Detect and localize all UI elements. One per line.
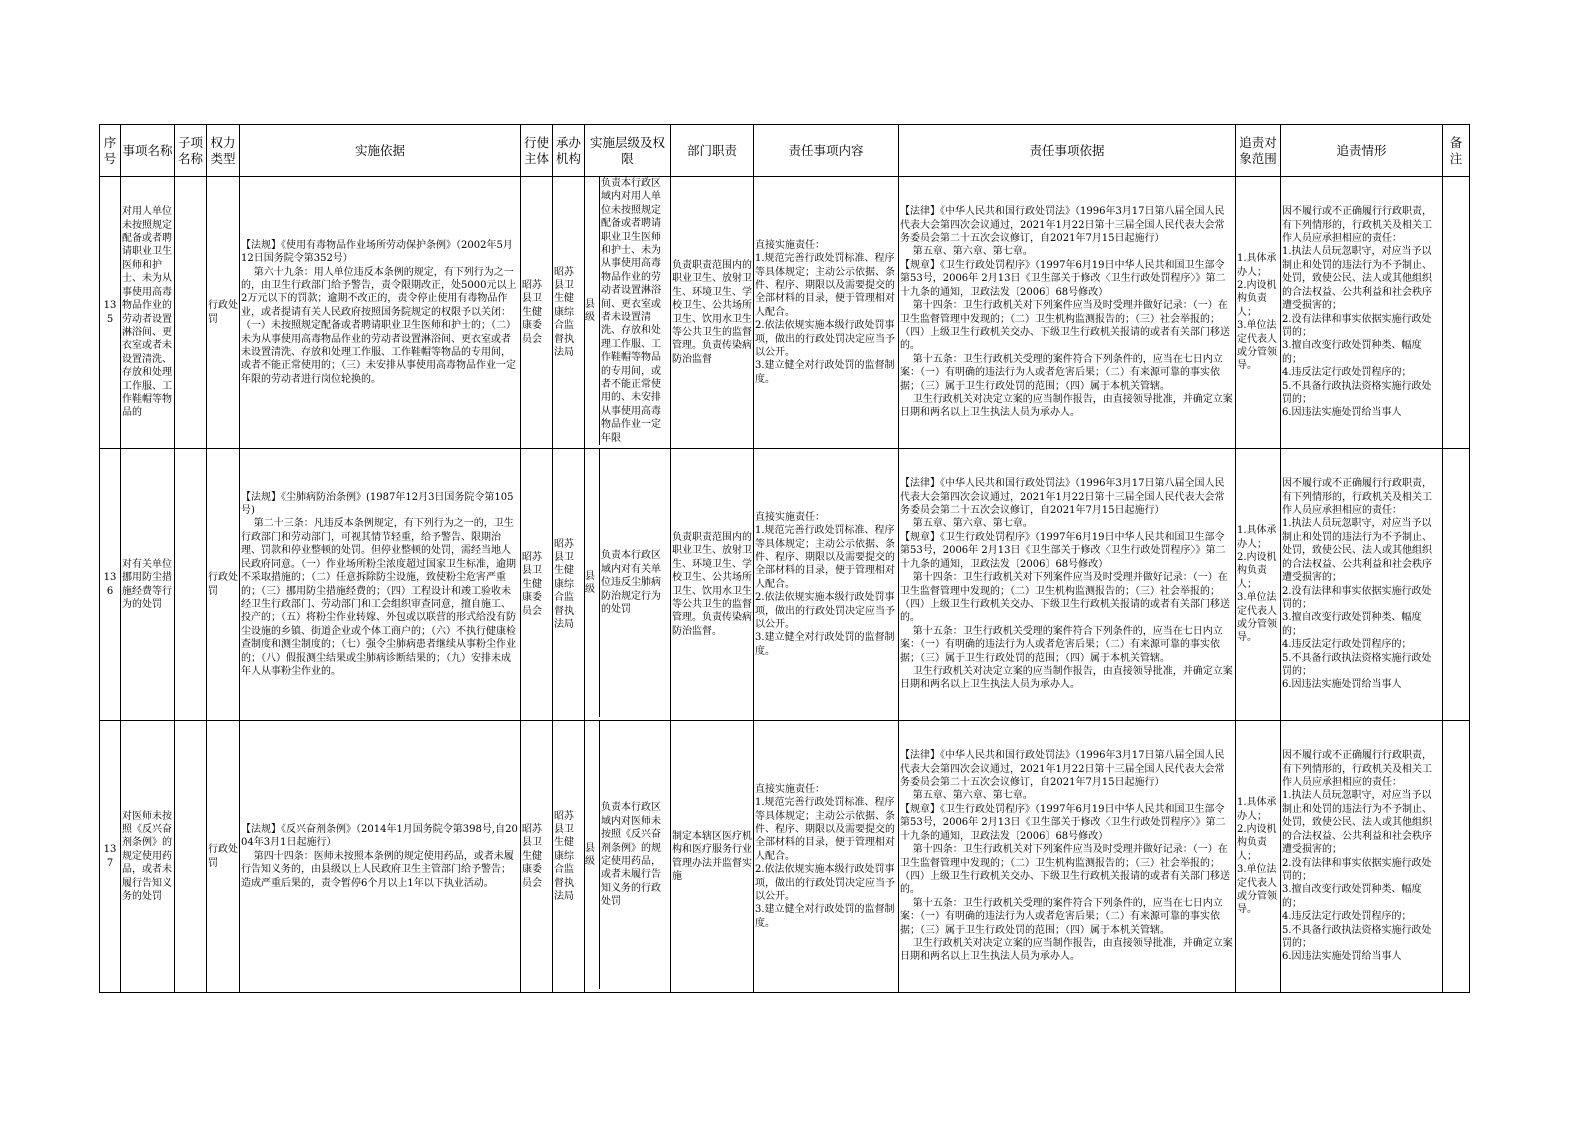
level: 县级 <box>585 449 600 717</box>
header-cell: 承办机构 <box>553 125 585 177</box>
responsibility-content: 直接实施责任： 1.规范完善行政处罚标准、程序等具体规定；主动公示依据、条件、程序、期限以及需要提交的全部材料的目录，便于管理相对人配合。 2.依法依规实施本级行政处罚事项，做出的行政处罚决定应当予以公开。 3.建立健全对行政处罚的监督制度。 <box>755 511 895 657</box>
handling-agency: 昭苏县卫生健康综合监督执法局 <box>554 810 574 903</box>
executing-subject: 昭苏县卫生健康委员会 <box>522 279 542 345</box>
item-name: 对医师未按照《反兴奋剂条例》的规定使用药品，或者未履行告知义务的处罚 <box>122 810 172 903</box>
duty-cell <box>671 721 754 993</box>
legal-cell <box>899 721 1236 993</box>
table-row <box>100 721 1470 993</box>
department-duty: 制定本辖区医疗机构和医疗服务行业管理办法并监督实施 <box>672 830 752 882</box>
row-number: 137 <box>103 844 117 869</box>
responsibility-basis: 【法律】《中华人民共和国行政处罚法》（1996年3月17日第八届全国人民代表大会第四次会议通过，2021年1月22日第十三届全国人民代表大会常务委员会第二十五次会议修订，自2021年7月15日起施行） 第五章、第六章、第七章。 【规章】《卫生行政处罚程序》（1997年6月19日中华人民共和国卫生部令第53号，2006年 2月13日《卫生部关于修改〈卫生行政处罚程序〉》第二十九条的通知，卫政法发〔2006〕68号修改） 第十四条：卫生行政机关对下列案件应当及时受理并做好记录：（一）在卫生监督管理中发现的；（二）卫生机构监测报告的；（三）社会举报的；（四）上级卫生行政机关交办、下级卫生行政机关报请的或者有关部门移送的。 第十五条：卫生行政机关受理的案件符合下列条件的，应当在七日内立案：（一）有明确的违法行为人或者危害后果；（二）有来源可靠的事实依据；（三）属于卫生行政处罚的范围；（四）属于本机关管辖。 卫生行政机关对决定立案的应当制作报告，由直接领导批准，并确定立案日期和两名以上卫生执法人员为承办人。 <box>900 750 1233 963</box>
implementation-basis: 【法规】《使用有毒物品作业场所劳动保护条例》（2002年5月12日国务院令第352号） 第六十九条：用人单位违反本条例的规定，有下列行为之一的，由卫生行政部门给予警告，责令限期改正，处5000元以上2万元以下的罚款；逾期不改正的，责令停止使用有毒物品作业，或者提请有关人民政府按照国务院规定的权限予以关闭：（一）未按照规定配备或者聘请职业卫生医师和护士的；（二）未为从事使用高毒物品作业的劳动者设置淋浴间、更衣室或者未设置清洗、存放和处理工作服、工作鞋帽等物品的专用间，或者不能正常使用的；（三）未安排从事使用高毒物品作业一定年限的劳动者进行岗位轮换的。 <box>241 239 517 385</box>
basis-cell <box>240 721 521 993</box>
responsibility-basis: 【法律】《中华人民共和国行政处罚法》（1996年3月17日第八届全国人民代表大会第四次会议通过，2021年1月22日第十三届全国人民代表大会常务委员会第二十五次会议修订，自2021年7月15日起施行） 第五章、第六章、第七章。 【规章】《卫生行政处罚程序》（1997年6月19日中华人民共和国卫生部令第53号，2006年 2月13日《卫生部关于修改〈卫生行政处罚程序〉》第二十九条的通知，卫政法发〔2006〕68号修改） 第十四条：卫生行政机关对下列案件应当及时受理并做好记录：（一）在卫生监督管理中发现的；（二）卫生机构监测报告的；（三）社会举报的；（四）上级卫生行政机关交办、下级卫生行政机关报请的或者有关部门移送的。 第十五条：卫生行政机关受理的案件符合下列条件的，应当在七日内立案：（一）有明确的违法行为人或者危害后果；（二）有来源可靠的事实依据；（三）属于卫生行政处罚的范围；（四）属于本机关管辖。 卫生行政机关对决定立案的应当制作报告，由直接领导批准，并确定立案日期和两名以上卫生执法人员为承办人。 <box>900 206 1233 419</box>
power-type: 行政处罚 <box>208 572 238 597</box>
situation-cell <box>1281 177 1443 449</box>
target-cell <box>1236 721 1281 993</box>
item-name: 对有关单位挪用防尘措施经费等行为的处罚 <box>122 558 172 610</box>
item-name-cell <box>121 721 175 993</box>
level: 县级 <box>585 177 600 445</box>
note-cell <box>1443 721 1470 993</box>
responsibility-content: 直接实施责任： 1.规范完善行政处罚标准、程序等具体规定；主动公示依据、条件、程序、期限以及需要提交的全部材料的目录，便于管理相对人配合。 2.依法依规实施本级行政处罚事项，做出的行政处罚决定应当予以公开。 3.建立健全对行政处罚的监督制度。 <box>755 239 895 385</box>
duty-cell <box>671 177 754 449</box>
content-cell <box>754 449 899 721</box>
level-scope-cell <box>585 721 671 993</box>
agency-cell <box>553 721 585 993</box>
subject-cell <box>521 177 553 449</box>
responsibility-basis: 【法律】《中华人民共和国行政处罚法》（1996年3月17日第八届全国人民代表大会第四次会议通过，2021年1月22日第十三届全国人民代表大会常务委员会第二十五次会议修订，自2021年7月15日起施行） 第五章、第六章、第七章。 【规章】《卫生行政处罚程序》（1997年6月19日中华人民共和国卫生部令第53号，2006年 2月13日《卫生部关于修改〈卫生行政处罚程序〉》第二十九条的通知，卫政法发〔2006〕68号修改） 第十四条：卫生行政机关对下列案件应当及时受理并做好记录：（一）在卫生监督管理中发现的；（二）卫生机构监测报告的；（三）社会举报的；（四）上级卫生行政机关交办、下级卫生行政机关报请的或者有关部门移送的。 第十五条：卫生行政机关受理的案件符合下列条件的，应当在七日内立案：（一）有明确的违法行为人或者危害后果；（二）有来源可靠的事实依据；（三）属于卫生行政处罚的范围；（四）属于本机关管辖。 卫生行政机关对决定立案的应当制作报告，由直接领导批准，并确定立案日期和两名以上卫生执法人员为承办人。 <box>900 478 1233 691</box>
target-cell <box>1236 449 1281 721</box>
handling-agency: 昭苏县卫生健康综合监督执法局 <box>554 538 574 631</box>
handling-agency: 昭苏县卫生健康综合监督执法局 <box>554 266 574 359</box>
scope: 负责本行政区域内对有关单位违反尘肺病防治规定行为的处罚 <box>601 550 661 616</box>
header-cell: 备注 <box>1443 125 1470 177</box>
header-cell: 部门职责 <box>671 125 754 177</box>
agency-cell <box>553 449 585 721</box>
header-cell: 序号 <box>100 125 121 177</box>
header-cell: 实施依据 <box>240 125 521 177</box>
power-type: 行政处罚 <box>208 300 238 325</box>
content-cell <box>754 721 899 993</box>
content-cell <box>754 177 899 449</box>
implementation-basis: 【法规】《反兴奋剂条例》（2014年1月国务院令第398号,自2004年3月1日起施行） 第四十四条：医师未按照本条例的规定使用药品，或者未履行告知义务的，由县级以上人民政府卫生主管部门给予警告；造成严重后果的，责令暂停6个月以上1年以下执业活动。 <box>241 823 518 889</box>
department-duty: 负责职责范围内的职业卫生、放射卫生、环境卫生、学校卫生、公共场所卫生、饮用水卫生等公共卫生的监督管理。负责传染病防治监督 <box>672 259 752 365</box>
accountability-table <box>99 124 1470 993</box>
item-name-cell <box>121 177 175 449</box>
agency-cell <box>553 177 585 449</box>
header-cell: 责任事项依据 <box>899 125 1236 177</box>
row-number-cell <box>100 721 121 993</box>
subitem-cell <box>175 721 207 993</box>
subitem-cell <box>175 449 207 721</box>
department-duty: 负责职责范围内的职业卫生、放射卫生、环境卫生、学校卫生、公共场所卫生、饮用水卫生等公共卫生的监督管理。负责传染病防治监督。 <box>672 531 752 637</box>
power-type-cell <box>207 721 240 993</box>
scope: 负责本行政区域内对医师未按照《反兴奋剂条例》的规定使用药品，或者未履行告知义务的行政处罚 <box>601 802 661 908</box>
accountability-target: 1.具体承办人； 2.内设机构负责人； 3.单位法定代表人或分管领导。 <box>1237 253 1277 372</box>
header-cell: 追责情形 <box>1281 125 1443 177</box>
executing-subject: 昭苏县卫生健康委员会 <box>522 823 542 889</box>
accountability-situation: 因不履行或不正确履行行政职责，有下列情形的，行政机关及相关工作人员应承担相应的责任： 1.执法人员玩忽职守，对应当予以制止和处罚的违法行为不予制止、处罚，致使公民、法人或其他组织的合法权益、公共利益和社会秩序遭受损害的； 2.没有法律和事实依据实施行政处罚的； 3.擅自改变行政处罚种类、幅度的； 4.违反法定行政处罚程序的； 5.不具备行政执法资格实施行政处罚的； 6.因违法实施处罚给当事人 <box>1282 750 1432 963</box>
accountability-target: 1.具体承办人； 2.内设机构负责人； 3.单位法定代表人或分管领导。 <box>1237 797 1277 916</box>
situation-cell <box>1281 721 1443 993</box>
responsibility-content: 直接实施责任： 1.规范完善行政处罚标准、程序等具体规定；主动公示依据、条件、程序、期限以及需要提交的全部材料的目录，便于管理相对人配合。 2.依法依规实施本级行政处罚事项，做出的行政处罚决定应当予以公开。 3.建立健全对行政处罚的监督制度。 <box>755 783 895 929</box>
note-cell <box>1443 449 1470 721</box>
header-cell: 子项名称 <box>175 125 207 177</box>
power-type: 行政处罚 <box>208 844 238 869</box>
level-scope-cell <box>585 177 671 449</box>
duty-cell <box>671 449 754 721</box>
scope: 负责本行政区域内对用人单位未按照规定配备或者聘请职业卫生医师和护士、未为从事使用高毒物品作业的劳动者设置淋浴间、更衣室或者未设置清洗、存放和处理工作服、工作鞋帽等物品的专用间，或者不能正常使用的、未安排从事使用高毒物品作业一定年限 <box>601 177 661 444</box>
basis-cell <box>240 177 521 449</box>
header-cell: 权力类型 <box>207 125 240 177</box>
table-row <box>100 449 1470 721</box>
header-cell: 责任事项内容 <box>754 125 899 177</box>
legal-cell <box>899 449 1236 721</box>
header-row <box>100 125 1470 177</box>
implementation-basis: 【法规】《尘肺病防治条例》(1987年12月3日国务院令第105号) 第二十三条：凡违反本条例规定，有下列行为之一的，卫生行政部门和劳动部门，可视其情节轻重，给予警告、限期治理、罚款和停业整顿的处罚。但停业整顿的处罚，需经当地人民政府同意。（一）作业场所粉尘浓度超过国家卫生标准，逾期不采取措施的；（二）任意拆除防尘设施，致使粉尘危害严重的；（三）挪用防尘措施经费的；（四）工程设计和竣工验收未经卫生行政部门、劳动部门和工会组织审查同意，擅自施工、投产的；（五）将粉尘作业转嫁、外包或以联营的形式给没有防尘设施的乡镇、街道企业或个体工商户的；（六）不执行健康检查制度和测尘制度的；（七）强令尘肺病患者继续从事粉尘作业的；（八）假报测尘结果或尘肺病诊断结果的；（九）安排未成年人从事粉尘作业的。 <box>241 491 516 677</box>
level: 县级 <box>585 721 600 989</box>
target-cell <box>1236 177 1281 449</box>
header-cell: 事项名称 <box>121 125 175 177</box>
row-number: 135 <box>103 300 117 325</box>
item-name: 对用人单位未按照规定配备或者聘请职业卫生医师和护士、未为从事使用高毒物品作业的劳动者设置淋浴间、更衣室或者未设置清洗、存放和处理工作服、工作鞋帽等物品的 <box>122 206 172 419</box>
legal-cell <box>899 177 1236 449</box>
item-name-cell <box>121 449 175 721</box>
executing-subject: 昭苏县卫生健康委员会 <box>522 551 542 617</box>
subject-cell <box>521 721 553 993</box>
header-cell: 实施层级及权限 <box>585 125 671 177</box>
row-number-cell <box>100 449 121 721</box>
basis-cell <box>240 449 521 721</box>
header-cell: 行使主体 <box>521 125 553 177</box>
header-cell: 追责对象范围 <box>1236 125 1281 177</box>
situation-cell <box>1281 449 1443 721</box>
subitem-cell <box>175 177 207 449</box>
level-scope-cell <box>585 449 671 721</box>
note-cell <box>1443 177 1470 449</box>
power-type-cell <box>207 177 240 449</box>
table-row <box>100 177 1470 449</box>
accountability-situation: 因不履行或不正确履行行政职责，有下列情形的，行政机关及相关工作人员应承担相应的责任： 1.执法人员玩忽职守，对应当予以制止和处罚的违法行为不予制止、处罚，致使公民、法人或其他组织的合法权益、公共利益和社会秩序遭受损害的； 2.没有法律和事实依据实施行政处罚的； 3.擅自改变行政处罚种类、幅度的； 4.违反法定行政处罚程序的； 5.不具备行政执法资格实施行政处罚的； 6.因违法实施处罚给当事人 <box>1282 478 1432 691</box>
power-type-cell <box>207 449 240 721</box>
row-number: 136 <box>103 572 117 597</box>
accountability-situation: 因不履行或不正确履行行政职责，有下列情形的，行政机关及相关工作人员应承担相应的责任： 1.执法人员玩忽职守，对应当予以制止和处罚的违法行为不予制止、处罚，致使公民、法人或其他组织的合法权益、公共利益和社会秩序遭受损害的； 2.没有法律和事实依据实施行政处罚的； 3.擅自改变行政处罚种类、幅度的； 4.违反法定行政处罚程序的； 5.不具备行政执法资格实施行政处罚的； 6.因违法实施处罚给当事人 <box>1282 206 1432 419</box>
accountability-target: 1.具体承办人； 2.内设机构负责人； 3.单位法定代表人或分管领导。 <box>1237 525 1277 644</box>
subject-cell <box>521 449 553 721</box>
row-number-cell <box>100 177 121 449</box>
